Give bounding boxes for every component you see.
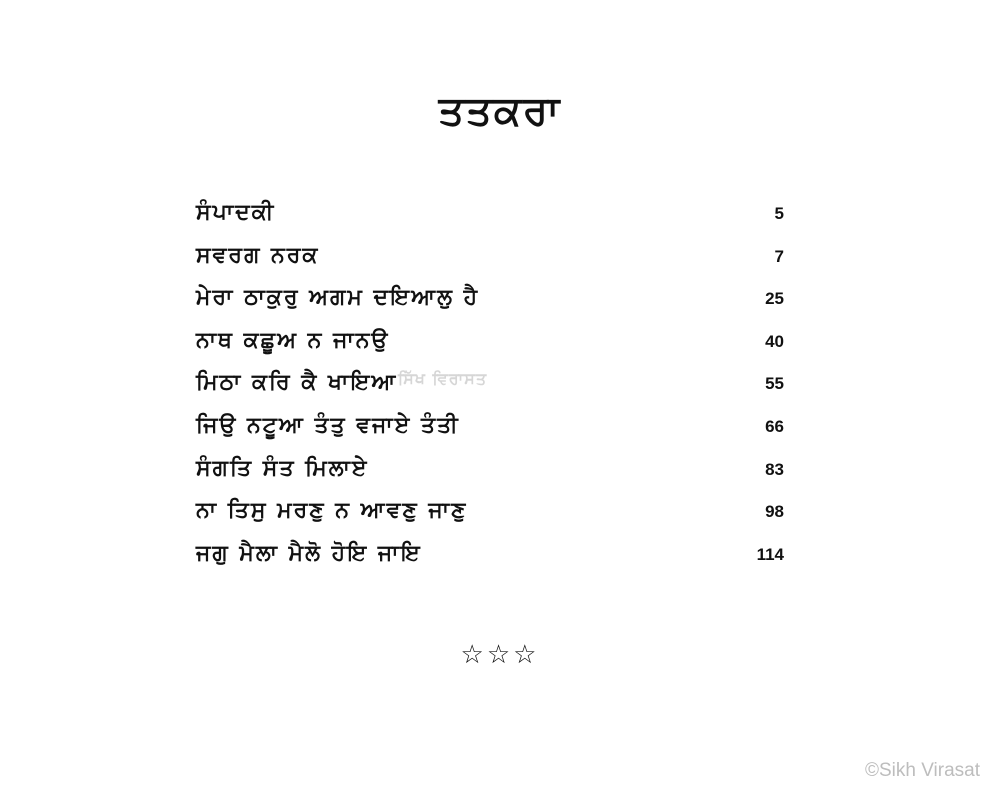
toc-row bbox=[196, 498, 796, 541]
toc-entry-title: ਨਾਥ ਕਛੂਅ ਨ ਜਾਨਉ bbox=[196, 327, 390, 353]
page-title: ਤਤਕਰਾ bbox=[438, 88, 562, 134]
toc-entry-title: ਮਿਠਾ ਕਰਿ ਕੈ ਖਾਇਆ bbox=[196, 370, 398, 396]
toc-page-number: 55 bbox=[765, 374, 784, 394]
toc-row bbox=[196, 541, 796, 584]
toc-page-number: 98 bbox=[765, 502, 784, 522]
toc-entry-title: ਸੰਪਾਦਕੀ bbox=[196, 200, 276, 225]
toc-page-number: 40 bbox=[765, 331, 784, 351]
toc-entry-title: ਜਿਉ ਨਟੂਆ ਤੰਤੁ ਵਜਾਏ ਤੰਤੀ bbox=[196, 412, 460, 438]
toc-page-number: 83 bbox=[765, 459, 784, 479]
toc-page-number: 66 bbox=[765, 416, 784, 436]
toc-entry-title: ਨਾ ਤਿਸੁ ਮਰਣੁ ਨ ਆਵਣੁ ਜਾਣੁ bbox=[196, 498, 468, 524]
toc-row bbox=[196, 370, 796, 413]
toc-row bbox=[196, 456, 796, 499]
toc-row bbox=[196, 328, 796, 371]
toc-row bbox=[196, 200, 796, 243]
toc-page-number: 5 bbox=[774, 204, 784, 223]
toc-entry-title: ਜਗੁ ਮੈਲਾ ਮੈਲੋ ਹੋਇ ਜਾਇ bbox=[196, 540, 422, 566]
toc-entry-title: ਸਵਰਗ ਨਰਕ bbox=[196, 242, 320, 268]
toc-page-number: 7 bbox=[774, 246, 784, 266]
toc-row bbox=[196, 285, 796, 328]
copyright-watermark: ©Sikh Virasat bbox=[864, 760, 980, 781]
table-of-contents bbox=[196, 200, 796, 583]
toc-page-number: 114 bbox=[756, 544, 784, 564]
watermark-text: ਸਿੱਖ ਵਿਰਾਸਤ bbox=[398, 369, 488, 388]
toc-entry-title: ਮੇਰਾ ਠਾਕੁਰੁ ਅਗਮ ਦਇਆਲੁ ਹੈ bbox=[196, 285, 480, 311]
toc-entry-title: ਸੰਗਤਿ ਸੰਤ ਮਿਲਾਏ bbox=[196, 455, 369, 481]
toc-row bbox=[196, 243, 796, 286]
toc-page-number: 25 bbox=[765, 289, 784, 309]
toc-row bbox=[196, 413, 796, 456]
star-ornament: ☆☆☆ bbox=[460, 640, 540, 670]
